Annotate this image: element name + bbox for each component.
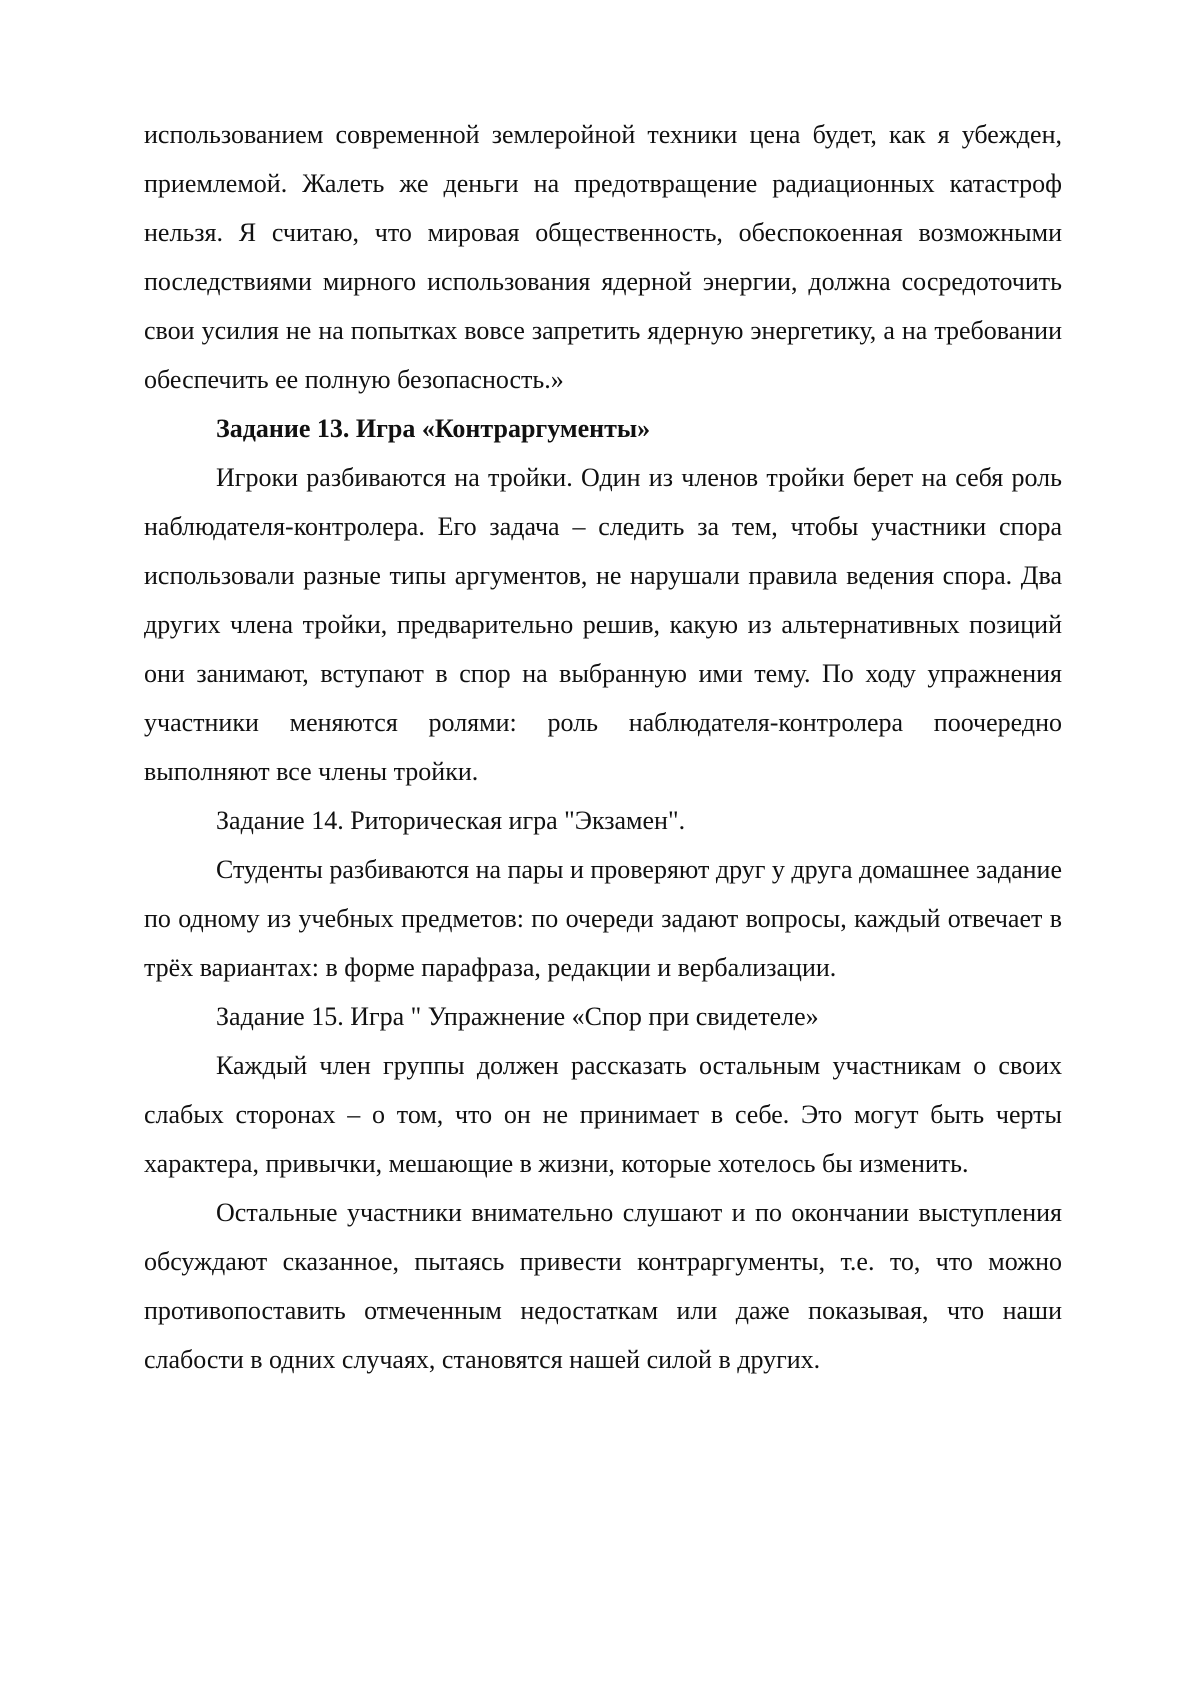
paragraph-continuation: использованием современной землеройной техники цена будет, как я убежден, приемлемой. Жалеть же деньги на предотвращение радиационных катастроф нельзя. Я считаю, что мировая общественность, обеспокоенная возможными последствиями мирного использования ядерной энергии, должна сосредоточить свои усилия не на попытках вовсе запретить ядерную энергетику, а на требовании обеспечить ее полную безопасность.»: [144, 120, 1062, 394]
task-14-description: Студенты разбиваются на пары и проверяют друг у друга домашнее задание по одному из учебных предметов: по очереди задают вопросы, каждый отвечает в трёх вариантах: в форме парафраза, редакции и вербализации.: [144, 855, 1063, 982]
task-15-description-continued: Остальные участники внимательно слушают и по окончании выступления обсуждают сказанное, пытаясь привести контраргументы, т.е. то, что можно противопоставить отмеченным недостаткам или даже показывая, что наши слабости в одних случаях, становятся нашей силой в других.: [144, 1198, 1062, 1374]
document-page: [144, 110, 1062, 1384]
task-15-description: Каждый член группы должен рассказать остальным участникам о своих слабых сторонах – о том, что он не принимает в себе. Это могут быть черты характера, привычки, мешающие в жизни, которые хотелось бы изменить.: [144, 1051, 1062, 1178]
task-13-description: Игроки разбиваются на тройки. Один из членов тройки берет на себя роль наблюдателя-контролера. Его задача – следить за тем, чтобы участники спора использовали разные типы аргументов, не нарушали правила ведения спора. Два других члена тройки, предварительно решив, какую из альтернативных позиций они занимают, вступают в спор на выбранную ими тему. По ходу упражнения участники меняются ролями: роль наблюдателя-контролера поочередно выполняют все члены тройки.: [144, 463, 1062, 786]
task-15-heading: Задание 15. Игра " Упражнение «Спор при свидетеле»: [216, 1002, 819, 1031]
task-14-heading: Задание 14. Риторическая игра "Экзамен".: [216, 806, 686, 835]
task-13-heading: Задание 13. Игра «Контраргументы»: [216, 414, 651, 443]
